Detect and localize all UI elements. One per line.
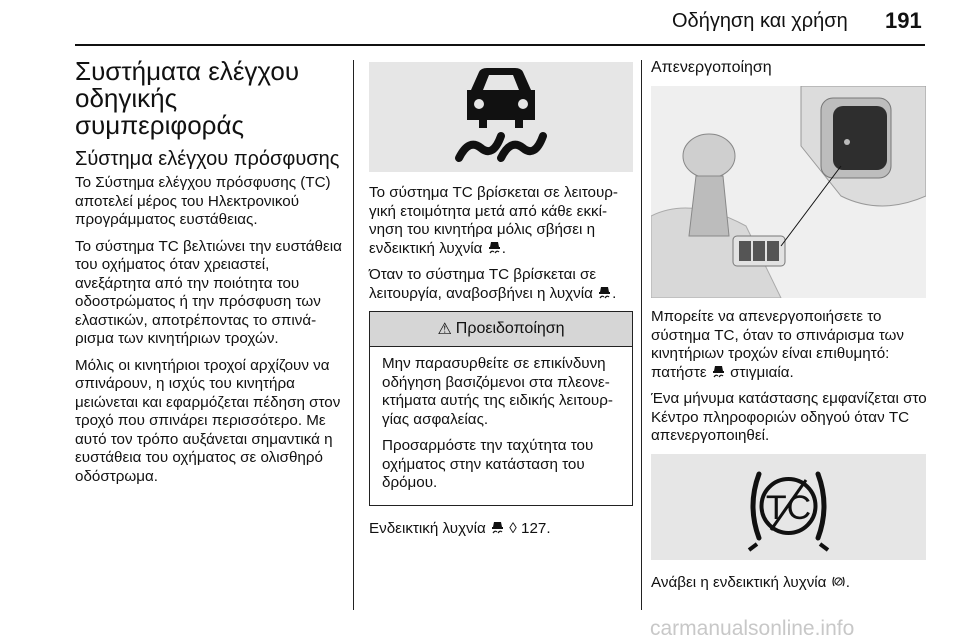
tc-off-lamp-icon [832, 575, 845, 588]
skidding-car-icon [369, 62, 633, 172]
traction-control-lamp-icon [491, 521, 504, 534]
header-rule [75, 44, 925, 46]
paragraph: Μπορείτε να απενεργοποιήσετε το σύστημα TC, όταν το σπινάρισμα των κινητήριων τροχών είναι επιθυμητό: πατήστε στιγμιαία. [651, 308, 904, 381]
watermark: carmanualsonline.info [650, 617, 855, 640]
center-console-photo [651, 86, 926, 298]
paragraph: Το σύστημα TC βρίσκεται σε λειτουργική ετοιμότητα μετά από κάθε εκκίνηση του κινητήρα μόλις σβήσει η ενδεικτική λυχνία . [369, 184, 618, 257]
tc-off-lamp-illustration [651, 454, 926, 560]
traction-control-button-icon [712, 365, 725, 378]
header-title: Οδήγηση και χρήση [672, 10, 848, 32]
column-2 [369, 58, 633, 546]
subsection-title: Σύστημα ελέγχου πρόσφυσης [75, 148, 340, 170]
page-number: 191 [885, 8, 922, 33]
traction-control-lamp-icon [598, 286, 611, 299]
paragraph: Το Σύστημα ελέγχου πρόσφυσης (TC) αποτελεί μέρος του Ηλεκτρονικού προγράμματος ευστάθειας. [75, 174, 331, 228]
reference-arrow-icon: ◊ [509, 519, 517, 537]
column-divider [353, 60, 354, 610]
warning-box [369, 311, 633, 506]
warning-title: Προειδοποίηση [455, 320, 565, 337]
reference-page: 127. [521, 519, 551, 537]
paragraph: Όταν το σύστημα TC βρίσκεται σε λειτουργία, αναβοσβήνει η λυχνία . [369, 266, 617, 302]
warning-body [370, 347, 632, 505]
column-1 [75, 58, 343, 494]
paragraph: Μόλις οι κινητήριοι τροχοί αρχίζουν να σπινάρουν, η ισχύς του κινητήρα μειώνεται και εφαρμόζεται πέδηση στον τροχό που σπινάρει περισσότερο. Με αυτό τον τρόπο αυξάνεται σημαντικά η ευστάθεια του οχήματος σε ολισθηρό οδόστρωμα. [75, 356, 341, 485]
warning-icon: ⚠ [437, 321, 452, 338]
warning-header [370, 312, 632, 347]
traction-control-illustration [369, 62, 633, 172]
warning-paragraph: Προσαρμόστε την ταχύτητα του οχήματος στην κατάσταση του δρόμου. [382, 437, 594, 491]
section-title: Συστήματα ελέγχου οδηγικής συμπεριφοράς [75, 56, 300, 140]
traction-control-lamp-icon [488, 241, 501, 254]
subsection-heading: Απενεργοποίηση [651, 59, 772, 76]
paragraph: Ένα μήνυμα κατάστασης εμφανίζεται στο Κέντρο πληροφοριών οδηγού όταν TC απενεργοποιηθεί. [651, 390, 927, 444]
cross-reference: Ενδεικτική λυχνία ◊ 127. [369, 519, 551, 537]
console-illustration [651, 86, 926, 298]
warning-paragraph: Μην παρασυρθείτε σε επικίνδυνη οδήγηση βασιζόμενοι στα πλεονεκτήματα αυτής της ειδικής λειτουργίας ασφαλείας. [382, 355, 613, 428]
column-3 [651, 58, 931, 600]
paragraph: Ανάβει η ενδεικτική λυχνία . [651, 573, 850, 591]
tc-label: TC [765, 488, 812, 527]
tc-off-icon [651, 454, 926, 560]
column-divider [641, 60, 642, 610]
paragraph: Το σύστημα TC βελτιώνει την ευστάθεια του οχήματος όταν χρειαστεί, ανεξάρτητα από την ποιότητα του οδοστρώματος ή την πρόσφυση των ελαστικών, αποτρέποντας το σπινάρισμα των κινητήριων τροχών. [75, 237, 342, 347]
